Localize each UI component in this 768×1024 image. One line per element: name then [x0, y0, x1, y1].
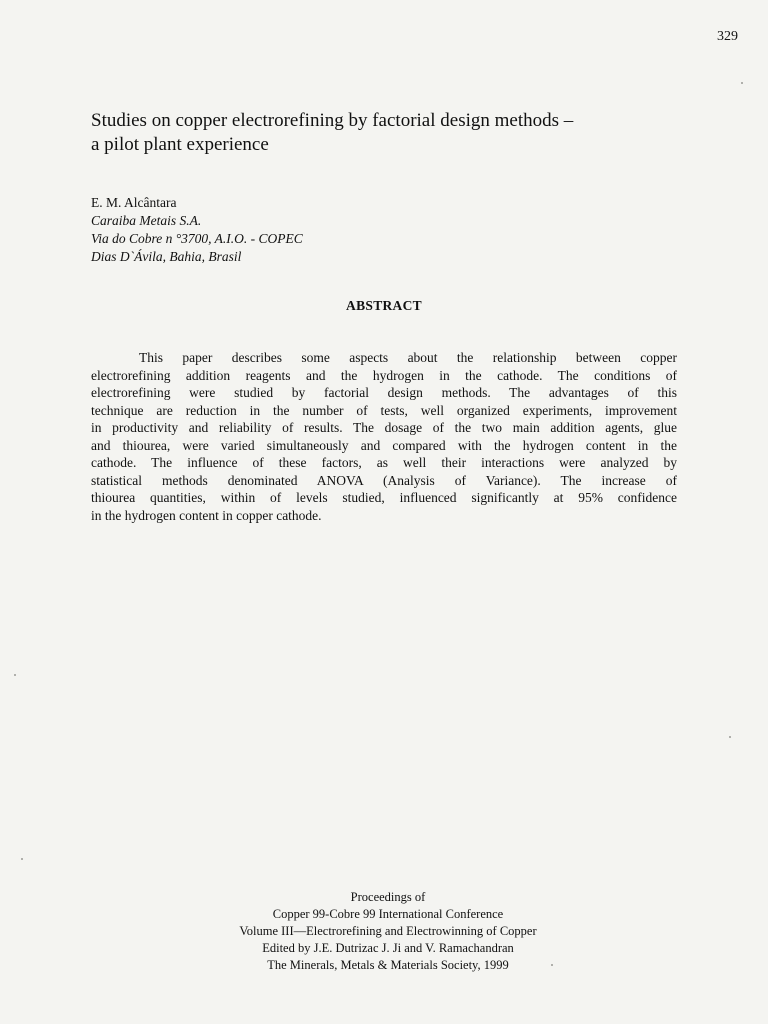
author-block [91, 194, 511, 266]
author-name: E. M. Alcântara [91, 195, 177, 210]
page-number: 329 [717, 29, 738, 44]
abstract-line-3: electrorefining were studied by factorial design methods. The advantages of this [91, 385, 677, 400]
abstract-line-9: thiourea quantities, within of levels studied, influenced significantly at 95% confidence [91, 490, 677, 505]
abstract-line-5: in productivity and reliability of results. The dosage of the two main addition agents, glue [91, 420, 677, 435]
scan-speck [741, 82, 743, 84]
scan-speck [729, 736, 731, 738]
scan-speck [551, 964, 553, 966]
scan-speck [14, 674, 16, 676]
abstract-line-4: technique are reduction in the number of tests, well organized experiments, improvement [91, 402, 677, 418]
abstract-line-2: electrorefining addition reagents and the hydrogen in the cathode. The conditions of [91, 367, 677, 383]
abstract-body [91, 349, 677, 524]
abstract-heading: ABSTRACT [346, 298, 422, 313]
proceedings-footer [0, 889, 768, 974]
abstract-line-10: in the hydrogen content in copper cathode. [91, 507, 322, 523]
paper-title-line-1: Studies on copper electrorefining by factorial design methods – [91, 110, 574, 131]
paper-title [91, 109, 691, 157]
affiliation-company: Caraiba Metais S.A. [91, 213, 202, 228]
paper-title-line-2: a pilot plant experience [91, 134, 269, 155]
abstract-line-1: This paper describes some aspects about the relationship between copper [139, 350, 677, 365]
abstract-line-8: statistical methods denominated ANOVA (Analysis of Variance). The increase of [91, 472, 677, 488]
scan-speck [21, 858, 23, 860]
footer-line-2: Copper 99-Cobre 99 International Conference [272, 907, 504, 921]
footer-line-1: Proceedings of [350, 890, 426, 904]
footer-line-4: Edited by J.E. Dutrizac J. Ji and V. Ramachandran [262, 941, 514, 955]
affiliation-address: Via do Cobre n °3700, A.I.O. - COPEC [91, 231, 303, 246]
footer-line-5: The Minerals, Metals & Materials Society, 1999 [267, 958, 509, 972]
abstract-line-7: cathode. The influence of these factors, as well their interactions were analyzed by [91, 455, 677, 470]
affiliation-location: Dias D`Ávila, Bahia, Brasil [91, 249, 242, 264]
abstract-line-6: and thiourea, were varied simultaneously and compared with the hydrogen content in the [91, 437, 677, 453]
footer-line-3: Volume III—Electrorefining and Electrowinning of Copper [239, 924, 537, 938]
